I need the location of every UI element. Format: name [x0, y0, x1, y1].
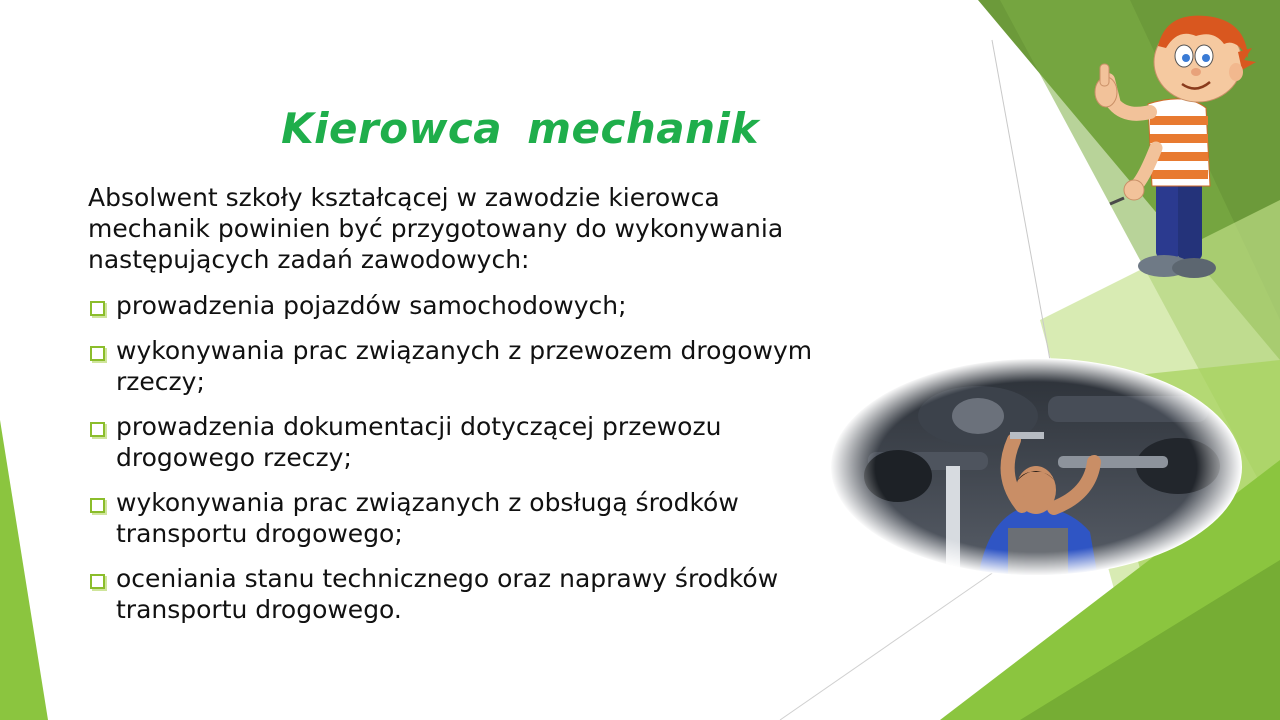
list-item: [88, 563, 848, 625]
list-item-text: prowadzenia dokumentacji dotyczącej przewozu drogowego rzeczy;: [116, 412, 722, 472]
list-item: [88, 290, 848, 321]
list-item: [88, 335, 848, 397]
list-item: [88, 487, 848, 549]
list-item-text: wykonywania prac związanych z obsługą środków transportu drogowego;: [116, 488, 739, 548]
intro-text: Absolwent szkoły kształcącej w zawodzie kierowca mechanik powinien być przygotowany do wykonywania następujących zadań zawodowych:: [88, 183, 784, 274]
square-bullet-icon: [90, 422, 105, 437]
thin-line: [992, 40, 1050, 360]
cartoon-boy-thumbs-up: [1086, 8, 1266, 288]
square-bullet-icon: [90, 498, 105, 513]
list-item: [88, 411, 848, 473]
left-green-triangle: [0, 420, 48, 720]
list-item-text: oceniania stanu technicznego oraz naprawy środków transportu drogowego.: [116, 564, 779, 624]
list-item-text: wykonywania prac związanych z przewozem drogowym rzeczy;: [116, 336, 813, 396]
mechanic-under-car-photo: [828, 356, 1244, 578]
slide-title: Kierowca mechanik: [281, 104, 759, 153]
square-bullet-icon: [90, 301, 105, 316]
task-list: [88, 290, 848, 625]
square-bullet-icon: [90, 346, 105, 361]
square-bullet-icon: [90, 574, 105, 589]
list-item-text: prowadzenia pojazdów samochodowych;: [116, 291, 627, 320]
